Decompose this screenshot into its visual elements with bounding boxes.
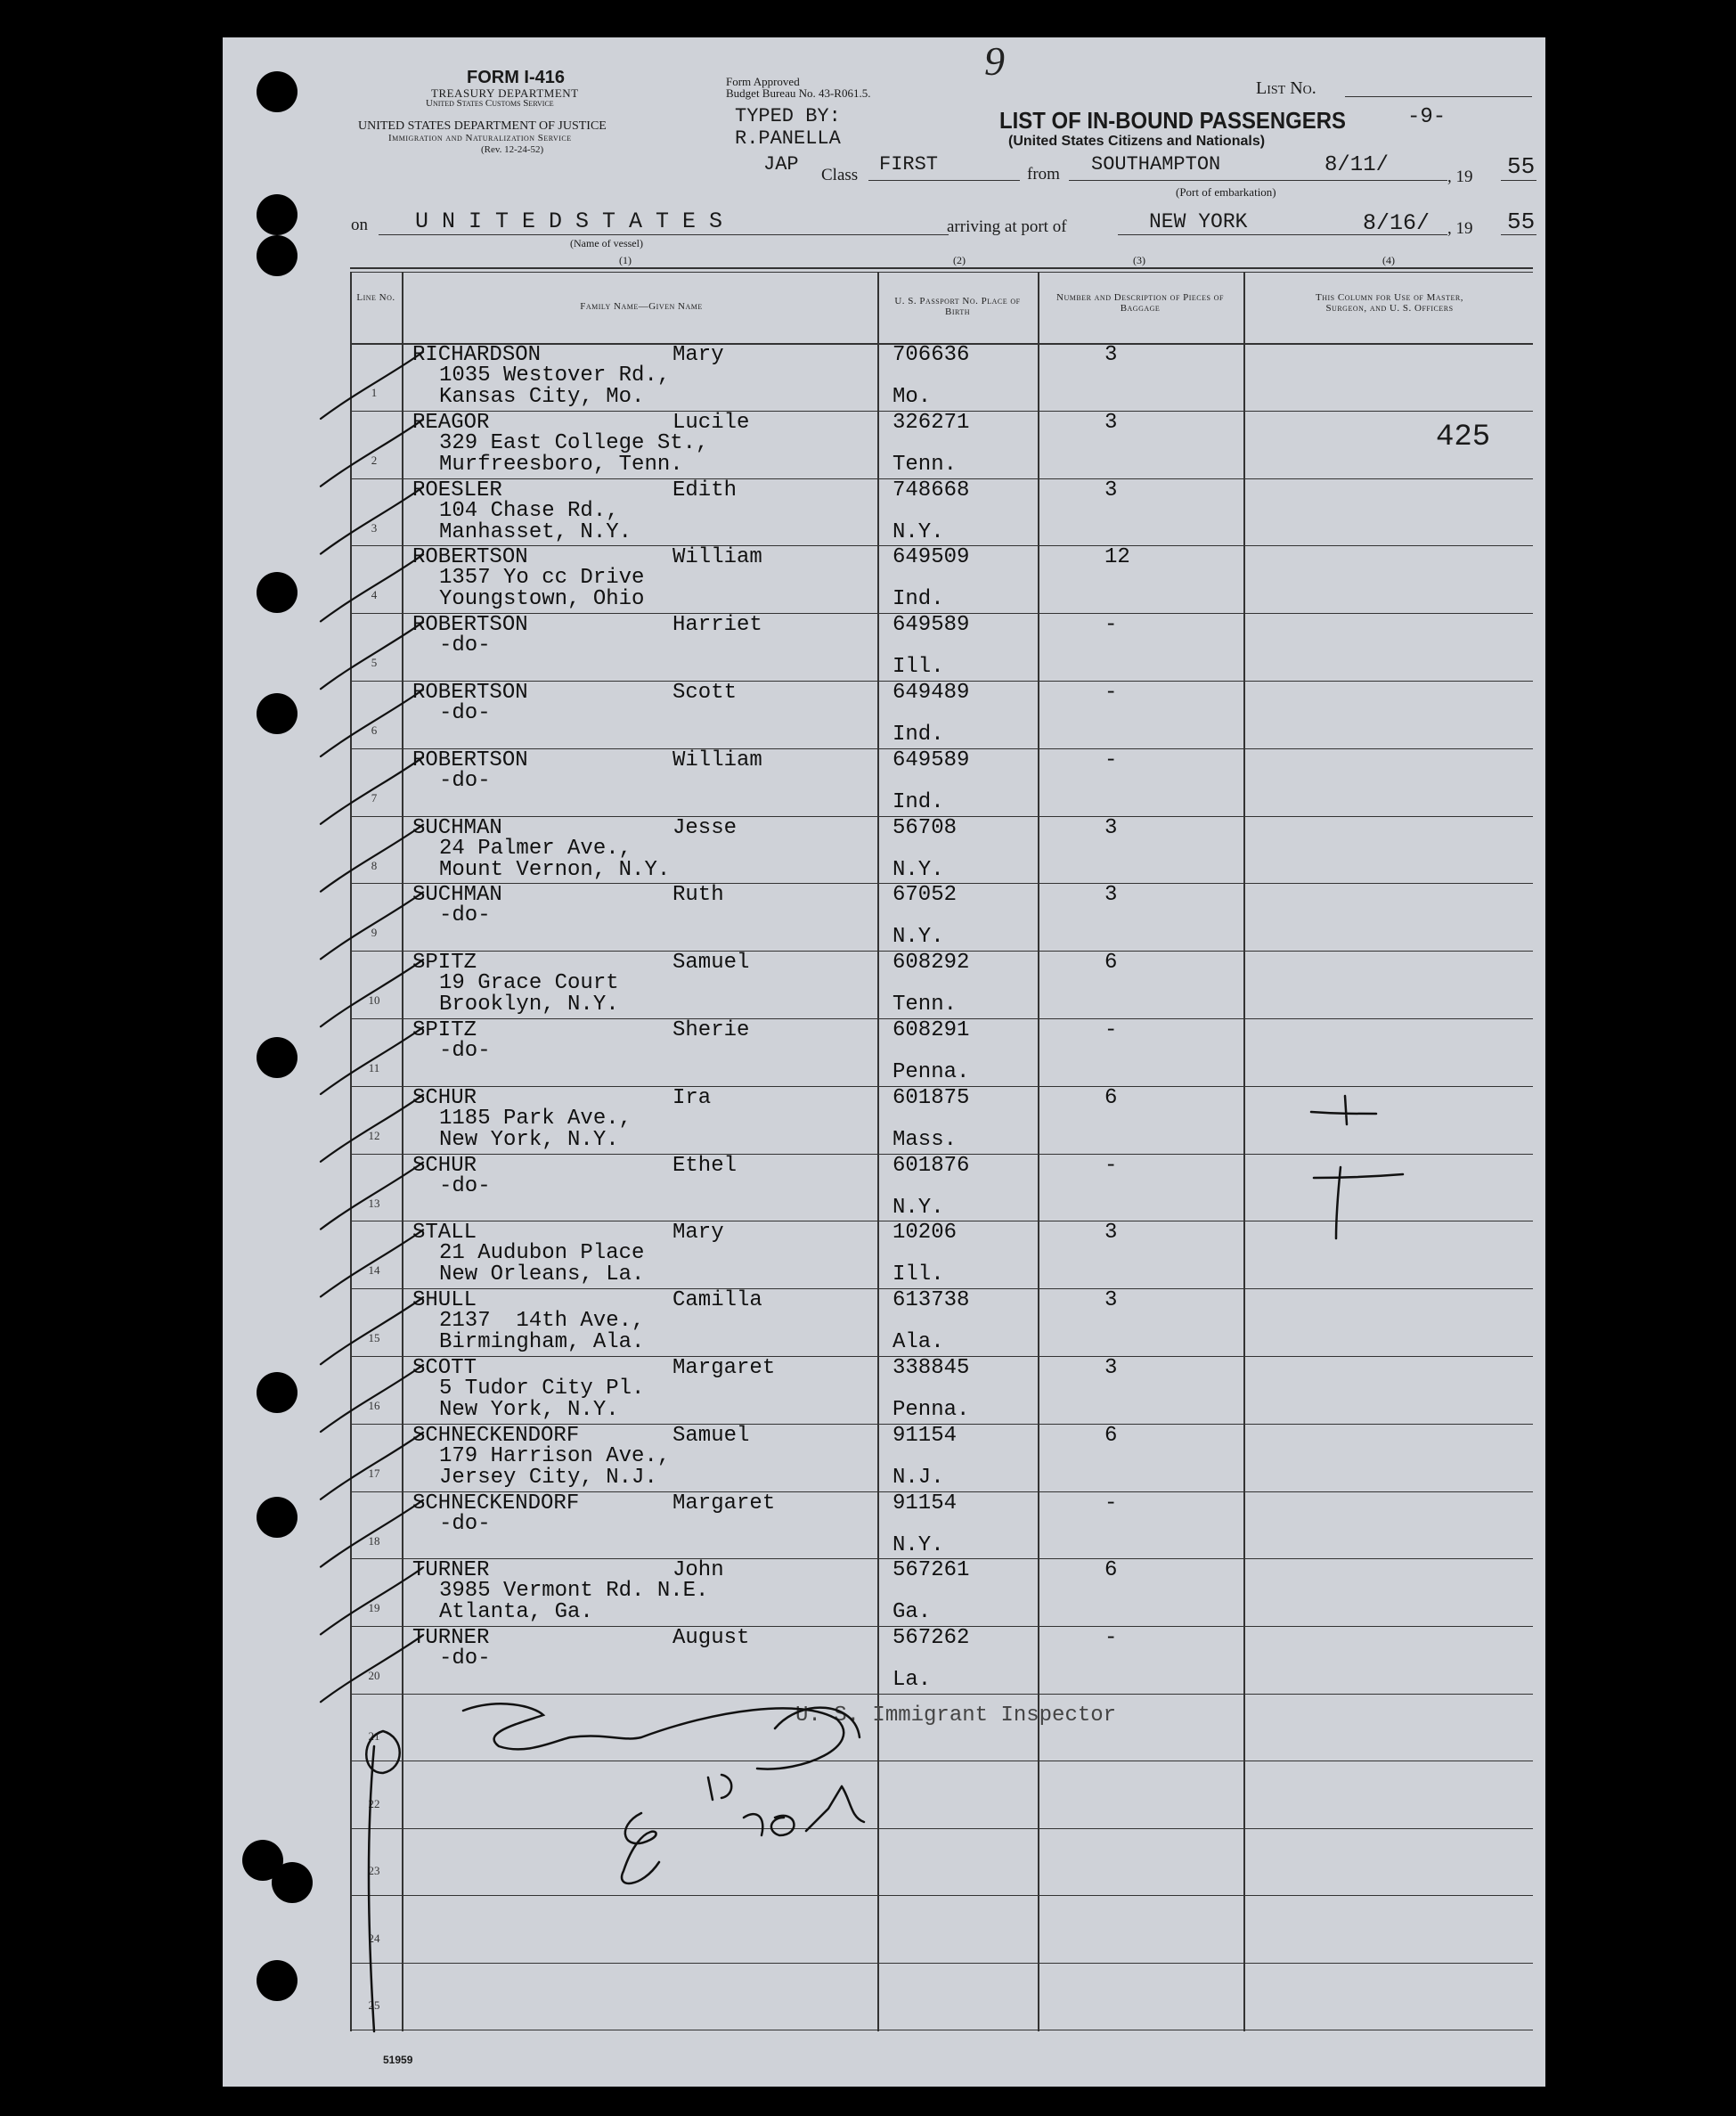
address-line-1: 1035 Westover Rd.,	[439, 364, 671, 388]
line-number: 14	[368, 1263, 380, 1278]
passport-no: 338845	[892, 1356, 970, 1380]
passport-no: 567261	[892, 1558, 970, 1583]
officer-check-2	[1314, 1167, 1403, 1238]
birth-place: N.Y.	[892, 1532, 944, 1557]
family-name: SCHNECKENDORF	[412, 1491, 580, 1516]
check-mark	[321, 554, 423, 621]
birth-place: N.Y.	[892, 857, 944, 882]
vessel-label: (Name of vessel)	[570, 237, 643, 249]
birth-place: Ind.	[892, 789, 944, 814]
date-slash	[744, 1786, 864, 1835]
given-name: Harriet	[672, 613, 762, 638]
line-number: 7	[371, 790, 378, 805]
family-name: SCHNECKENDORF	[412, 1423, 580, 1448]
passport-no: 601875	[892, 1085, 970, 1110]
list-no-label: List No.	[1256, 78, 1316, 98]
address-line-1: 329 East College St.,	[439, 430, 709, 455]
birth-place: Ill.	[892, 655, 944, 680]
date-15	[708, 1775, 731, 1800]
family-name: ROBERTSON	[412, 681, 528, 705]
address-line-1: -do-	[439, 903, 491, 928]
family-name: ROBERTSON	[412, 545, 528, 570]
family-name: SUCHMAN	[412, 815, 502, 840]
vessel-name: U N I T E D S T A T E S	[415, 208, 723, 234]
baggage-count: -	[1104, 1153, 1118, 1178]
address-line-2: Jersey City, N.J.	[439, 1465, 657, 1490]
check-mark	[321, 1365, 423, 1432]
given-name: Ethel	[672, 1153, 738, 1178]
treasury-dept: TREASURY DEPARTMENT	[431, 86, 579, 100]
baggage-count: 3	[1104, 1288, 1118, 1313]
birth-place: N.J.	[892, 1465, 944, 1490]
given-name: Margaret	[672, 1491, 776, 1516]
class-value: FIRST	[879, 153, 939, 176]
budget-bureau: Budget Bureau No. 43-R061.5.	[726, 86, 871, 100]
form-title: LIST OF IN-BOUND PASSENGERS	[999, 107, 1346, 134]
note-425: 425	[1436, 421, 1491, 454]
birth-place: Ind.	[892, 587, 944, 612]
line-number: 24	[368, 1931, 380, 1945]
port-embark-label: (Port of embarkation)	[1176, 185, 1276, 199]
family-name: TURNER	[412, 1558, 490, 1583]
address-line-1: -do-	[439, 633, 491, 658]
line-number: 17	[368, 1466, 380, 1480]
family-name: ROESLER	[412, 478, 502, 502]
col-num-4: (4)	[1382, 254, 1395, 266]
justice-dept: UNITED STATES DEPARTMENT OF JUSTICE	[358, 119, 607, 133]
line-number: 20	[368, 1669, 380, 1683]
customs-service: United States Customs Service	[426, 98, 554, 109]
birth-place: N.Y.	[892, 519, 944, 544]
family-name: ROBERTSON	[412, 748, 528, 772]
given-name: Ruth	[672, 883, 724, 908]
check-mark	[321, 420, 423, 486]
address-line-2: New York, N.Y.	[439, 1398, 619, 1422]
birth-place: Mo.	[892, 385, 932, 409]
given-name: Samuel	[672, 951, 750, 976]
date-8	[622, 1813, 659, 1883]
line-number: 2	[371, 453, 378, 467]
check-mark	[321, 1433, 423, 1499]
line-number: 4	[371, 588, 378, 602]
line-number: 9	[371, 926, 378, 940]
birth-place: Ga.	[892, 1600, 932, 1625]
family-name: RICHARDSON	[412, 343, 542, 367]
birth-place: Ind.	[892, 723, 944, 747]
address-line-1: 179 Harrison Ave.,	[439, 1443, 671, 1468]
check-mark	[321, 892, 423, 959]
address-line-2: New Orleans, La.	[439, 1262, 645, 1287]
address-line-1: 104 Chase Rd.,	[439, 498, 619, 523]
line-number: 15	[368, 1331, 380, 1345]
address-line-2: Birmingham, Ala.	[439, 1330, 645, 1355]
family-name: SPITZ	[412, 951, 477, 976]
passport-no: 649589	[892, 748, 970, 772]
check-mark	[321, 1635, 423, 1702]
given-name: Margaret	[672, 1356, 776, 1380]
line-number: 21	[368, 1729, 380, 1743]
passport-no: 649509	[892, 545, 970, 570]
baggage-count: 3	[1104, 1356, 1118, 1380]
ins-service: Immigration and Naturalization Service	[388, 133, 572, 143]
check-mark	[321, 1095, 423, 1162]
address-line-1: -do-	[439, 1646, 491, 1671]
family-name: SCHUR	[412, 1085, 477, 1110]
given-name: Camilla	[672, 1288, 762, 1313]
passport-no: 601876	[892, 1153, 970, 1178]
row21-circle	[366, 1731, 400, 1773]
footer-code: 51959	[383, 2054, 413, 2066]
passport-no: 56708	[892, 815, 958, 840]
passport-no: 91154	[892, 1491, 958, 1516]
passport-no: 748668	[892, 478, 970, 502]
year-prefix-2: , 19	[1447, 219, 1473, 238]
baggage-count: 3	[1104, 478, 1118, 502]
check-mark	[321, 1297, 423, 1364]
line-number: 3	[371, 520, 378, 535]
col-header-passport: U. S. Passport No. Place of Birth	[894, 296, 1021, 317]
check-mark	[321, 1163, 423, 1230]
given-name: August	[672, 1626, 750, 1651]
baggage-count: -	[1104, 681, 1118, 705]
given-name: Ira	[672, 1085, 712, 1110]
check-mark	[321, 1027, 423, 1094]
check-mark	[321, 622, 423, 689]
form-subtitle: (United States Citizens and Nationals)	[1008, 134, 1266, 149]
col-header-baggage: Number and Description of Pieces of Baggage	[1056, 292, 1224, 314]
line-number: 12	[368, 1128, 380, 1142]
from-port: SOUTHAMPTON	[1091, 153, 1221, 176]
typed-by-label: TYPED BY:	[735, 105, 841, 127]
margin-bracket	[369, 1746, 374, 2031]
passport-no: 649489	[892, 681, 970, 705]
address-line-1: -do-	[439, 701, 491, 725]
col-num-2: (2)	[953, 254, 966, 266]
form-number: FORM I-416	[467, 68, 566, 87]
address-line-1: -do-	[439, 1511, 491, 1536]
family-name: SHULL	[412, 1288, 477, 1313]
line-number: 25	[368, 1998, 380, 2012]
given-name: Edith	[672, 478, 738, 502]
address-line-1: 2137 14th Ave.,	[439, 1309, 645, 1334]
birth-place: Mass.	[892, 1127, 958, 1152]
line-number: 13	[368, 1196, 380, 1210]
family-name: SCOTT	[412, 1356, 477, 1380]
baggage-count: -	[1104, 613, 1118, 638]
baggage-count: -	[1104, 1626, 1118, 1651]
passport-no: 608291	[892, 1018, 970, 1042]
given-name: William	[672, 748, 762, 772]
address-line-1: 5 Tudor City Pl.	[439, 1377, 645, 1401]
inspector-label: U. S. Immigrant Inspector	[795, 1703, 1117, 1728]
given-name: Samuel	[672, 1423, 750, 1448]
given-name: Sherie	[672, 1018, 750, 1042]
col-header-name: Family Name—Given Name	[580, 301, 703, 312]
baggage-count: -	[1104, 1018, 1118, 1042]
address-line-1: 19 Grace Court	[439, 971, 619, 996]
given-name: Scott	[672, 681, 738, 705]
check-mark	[321, 1230, 423, 1296]
check-mark	[321, 825, 423, 892]
on-label: on	[351, 216, 368, 234]
line-number: 6	[371, 723, 378, 737]
birth-place: La.	[892, 1668, 932, 1693]
family-name: SPITZ	[412, 1018, 477, 1042]
address-line-2: New York, N.Y.	[439, 1127, 619, 1152]
address-line-2: Murfreesboro, Tenn.	[439, 452, 683, 477]
arriving-label: arriving at port of	[947, 217, 1067, 236]
address-line-2: Youngstown, Ohio	[439, 587, 645, 612]
address-line-2: Kansas City, Mo.	[439, 385, 645, 409]
line-number: 18	[368, 1533, 380, 1548]
address-line-1: 1185 Park Ave.,	[439, 1106, 632, 1131]
family-name: SUCHMAN	[412, 883, 502, 908]
arrival-port: NEW YORK	[1149, 210, 1248, 233]
page-mark: 9	[984, 38, 1005, 84]
check-mark	[321, 960, 423, 1026]
birth-place: Penna.	[892, 1060, 970, 1084]
line-number: 5	[371, 656, 378, 670]
family-name: REAGOR	[412, 410, 490, 435]
check-mark	[321, 352, 423, 419]
baggage-count: 3	[1104, 815, 1118, 840]
check-mark	[321, 1500, 423, 1567]
from-label: from	[1027, 165, 1060, 184]
embark-date: 8/11/	[1324, 153, 1390, 177]
line-number: 23	[368, 1864, 380, 1877]
address-line-1: -do-	[439, 768, 491, 793]
address-line-2: Manhasset, N.Y.	[439, 519, 632, 544]
family-name: TURNER	[412, 1626, 490, 1651]
year: 55	[1507, 153, 1536, 180]
line-number: 16	[368, 1399, 380, 1412]
address-line-2: Brooklyn, N.Y.	[439, 993, 619, 1017]
given-name: Mary	[672, 1221, 724, 1246]
baggage-count: 6	[1104, 1085, 1118, 1110]
check-mark	[321, 757, 423, 824]
passport-no: 10206	[892, 1221, 958, 1246]
birth-place: Penna.	[892, 1398, 970, 1422]
baggage-count: 12	[1104, 545, 1130, 570]
birth-place: Ala.	[892, 1330, 944, 1355]
passport-no: 613738	[892, 1288, 970, 1313]
address-line-1: 24 Palmer Ave.,	[439, 836, 632, 861]
col-num-3: (3)	[1133, 254, 1145, 266]
line-number: 19	[368, 1601, 380, 1615]
code-jap: JAP	[763, 153, 799, 176]
baggage-count: 6	[1104, 951, 1118, 976]
passport-no: 67052	[892, 883, 958, 908]
rev-date: (Rev. 12-24-52)	[481, 144, 544, 155]
class-label: Class	[821, 166, 859, 184]
baggage-count: 3	[1104, 410, 1118, 435]
line-number: 11	[368, 1061, 380, 1074]
passport-no: 567262	[892, 1626, 970, 1651]
address-line-1: 3985 Vermont Rd. N.E.	[439, 1579, 709, 1604]
line-number: 22	[368, 1796, 380, 1810]
check-mark	[321, 487, 423, 554]
given-name: John	[672, 1558, 724, 1583]
passport-no: 91154	[892, 1423, 958, 1448]
baggage-count: -	[1104, 1491, 1118, 1516]
birth-place: Tenn.	[892, 993, 958, 1017]
baggage-count: 3	[1104, 883, 1118, 908]
address-line-1: -do-	[439, 1173, 491, 1198]
year-prefix: , 19	[1447, 167, 1473, 186]
baggage-count: 3	[1104, 343, 1118, 367]
line-number: 10	[368, 993, 380, 1008]
address-line-2: Mount Vernon, N.Y.	[439, 857, 671, 882]
arrival-date: 8/16/	[1363, 210, 1430, 236]
address-line-1: 21 Audubon Place	[439, 1241, 645, 1266]
given-name: Jesse	[672, 815, 738, 840]
year-2: 55	[1507, 208, 1536, 235]
address-line-1: -do-	[439, 1039, 491, 1063]
col-num-1: (1)	[619, 254, 632, 266]
birth-place: N.Y.	[892, 925, 944, 950]
passport-no: 608292	[892, 951, 970, 976]
passport-no: 649589	[892, 613, 970, 638]
passport-no: 326271	[892, 410, 970, 435]
line-number: 8	[371, 858, 378, 872]
birth-place: N.Y.	[892, 1195, 944, 1220]
col-header-line: Line No.	[356, 292, 395, 303]
birth-place: Tenn.	[892, 452, 958, 477]
check-mark	[321, 1567, 423, 1634]
given-name: Mary	[672, 343, 724, 367]
signature-mark	[463, 1703, 844, 1769]
typist-name: R.PANELLA	[735, 127, 841, 150]
family-name: SCHUR	[412, 1153, 477, 1178]
baggage-count: -	[1104, 748, 1118, 772]
given-name: Lucile	[672, 410, 750, 435]
address-line-2: Atlanta, Ga.	[439, 1600, 593, 1625]
baggage-count: 3	[1104, 1221, 1118, 1246]
col-header-officers: This Column for Use of Master, Surgeon, and U. S. Officers	[1316, 292, 1463, 314]
officer-check-1	[1311, 1096, 1376, 1124]
baggage-count: 6	[1104, 1558, 1118, 1583]
check-mark	[321, 690, 423, 756]
address-line-1: 1357 Yo cc Drive	[439, 566, 645, 591]
form-approved: Form Approved	[726, 75, 800, 88]
line-number: 1	[371, 386, 378, 399]
list-no: -9-	[1407, 105, 1447, 129]
passport-no: 706636	[892, 343, 970, 367]
baggage-count: 6	[1104, 1423, 1118, 1448]
family-name: STALL	[412, 1221, 477, 1246]
family-name: ROBERTSON	[412, 613, 528, 638]
birth-place: Ill.	[892, 1262, 944, 1287]
given-name: William	[672, 545, 762, 570]
